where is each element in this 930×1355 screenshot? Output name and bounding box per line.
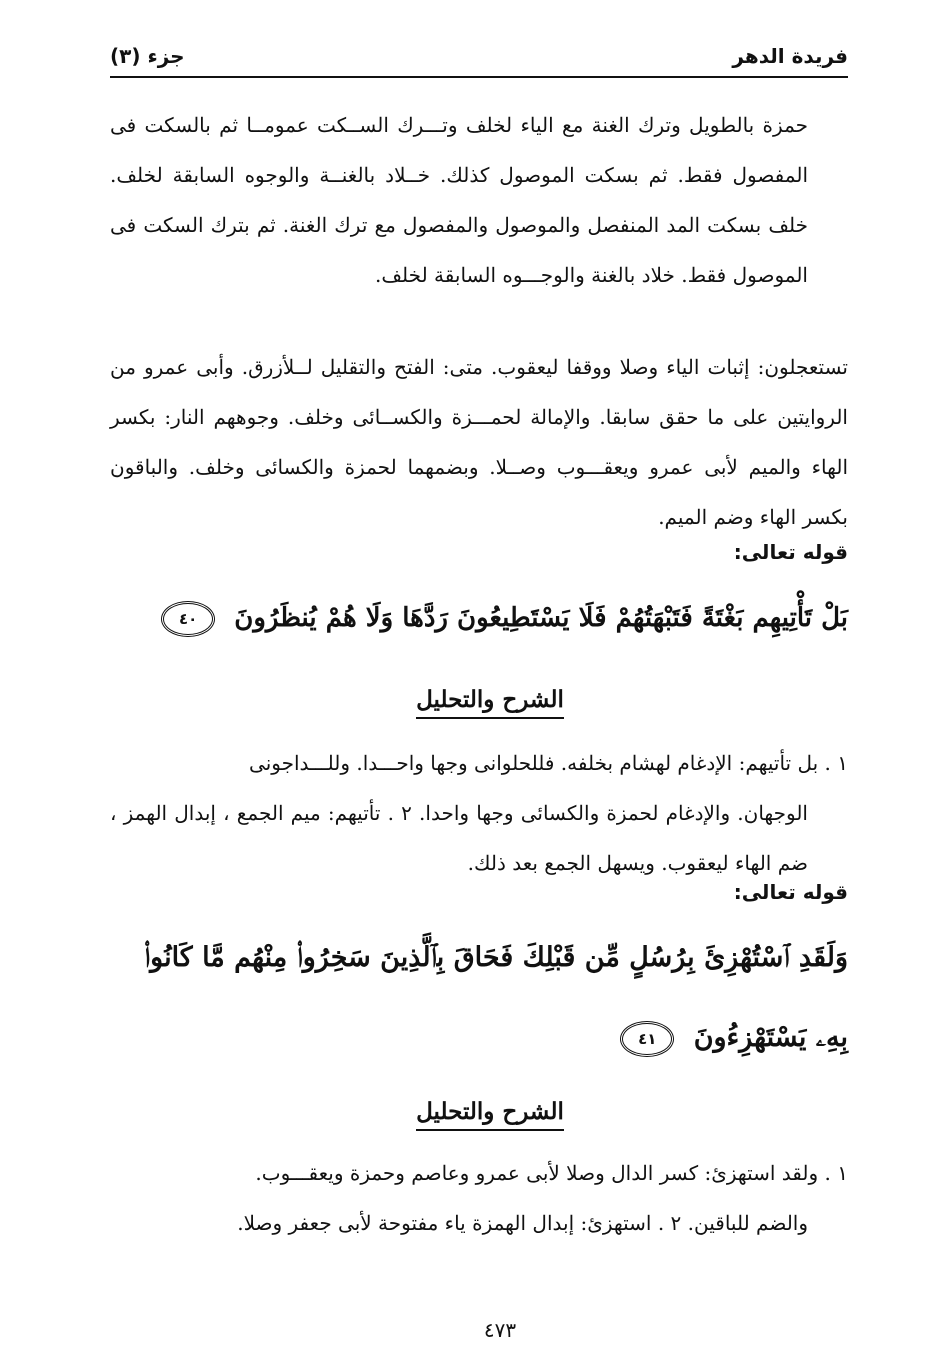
section-heading-text: الشرح والتحليل (416, 1098, 564, 1131)
ayah-number-marker: ٤١ (620, 1021, 674, 1057)
section-heading-text: الشرح والتحليل (416, 686, 564, 719)
quran-verse-40 (110, 588, 848, 648)
verse-label: قوله تعالى: (733, 880, 848, 904)
page-number: ٤٧٣ (483, 1318, 517, 1342)
explanation-line: ١ . ولقد استهزئ: كسر الدال وصلا لأبى عمرو وعاصم وحمزة ويعقـــوب. (255, 1161, 848, 1185)
running-header (110, 38, 848, 74)
paragraph-continuation: حمزة بالطويل وترك الغنة مع الياء لخلف وتـــرك الســكت عمومــا ثم بالسكت فى المفصول فقط. ثم بسكت الموصول كذلك. خــلاد بالغنــة والوجوه السابقة لخلف. خلف بسكت المد المنفصل والموصول والمفصول مع ترك الغنة. ثم بترك السكت فى الموصول فقط. خلاد بالغنة والوجـــوه السابقة لخلف. (110, 113, 808, 287)
explanation-line: ١ . بل تأتيهم: الإدغام لهشام بخلفه. فللحلوانى وجها واحـــدا. وللـــداجونى (249, 751, 848, 775)
quran-verse-41 (110, 918, 848, 1078)
verse-text: بَلْ تَأْتِيهِم بَغْتَةً فَتَبْهَتُهُمْ فَلَا يَسْتَطِيعُونَ رَدَّهَا وَلَا هُمْ يُنظَرُونَ (234, 603, 848, 633)
verse-label: قوله تعالى: (733, 540, 848, 564)
explanation-block (110, 738, 848, 888)
paragraph-tastajilun: تستعجلون: إثبات الياء وصلا ووقفا ليعقوب. متى: الفتح والتقليل لــلأزرق. وأبى عمرو من الروايتين على ما حقق سابقا. والإمالة لحمـــزة والكســائى وخلف. وجوههم النار: بكسر الهاء والميم لأبى عمرو ويعقـــوب وصــلا. وبضمهما لحمزة والكسائى وخلف. والباقون بكسر الهاء وضم الميم. (110, 355, 848, 529)
verse-text: وَلَقَدِ ٱسْتُهْزِئَ بِرُسُلٍ مِّن قَبْلِكَ فَحَاقَ بِٱلَّذِينَ سَخِرُوا۟ مِنْهُم مَّا كَانُوا۟ بِهِۦ يَسْتَهْزِءُونَ (143, 942, 848, 1053)
ayah-number-marker: ٤٠ (161, 601, 215, 637)
explanation-block (110, 1148, 848, 1248)
explanation-line: والضم للباقين. ٢ . استهزئ: إبدال الهمزة ياء مفتوحة لأبى جعفر وصلا. (237, 1211, 808, 1235)
section-heading (0, 686, 930, 713)
header-rule (110, 76, 848, 78)
explanation-line: الوجهان. والإدغام لحمزة والكسائى وجها واحدا. ٢ . تأتيهم: ميم الجمع ، إبدال الهمز ، ضم الهاء ليعقوب. ويسهل الجمع بعد ذلك. (110, 801, 808, 875)
section-heading (0, 1098, 930, 1125)
book-title: فريدة الدهر (732, 44, 848, 68)
part-number: جزء (٣) (110, 44, 185, 68)
